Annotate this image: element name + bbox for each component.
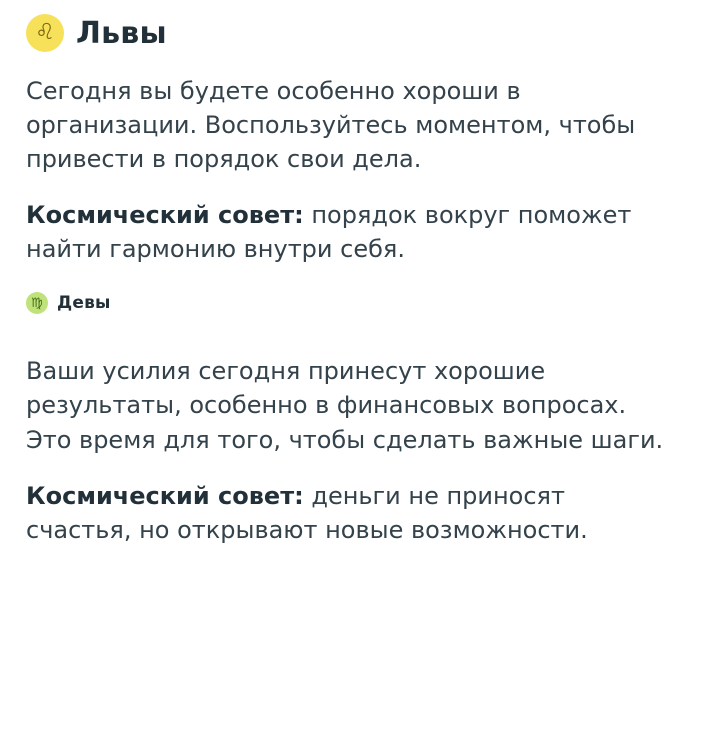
zodiac-leo-icon: ♌ <box>26 14 64 52</box>
sign-heading-virgo <box>26 292 694 314</box>
cosmic-tip-text-leo: порядок вокруг поможет найти гармонию внутри себя. <box>26 201 632 264</box>
cosmic-tip-label-leo: Космический совет: <box>26 201 304 230</box>
sign-heading-leo <box>26 14 694 52</box>
zodiac-virgo-icon: ♍ <box>26 292 48 314</box>
cosmic-tip-leo <box>26 198 666 266</box>
cosmic-tip-label-virgo: Космический совет: <box>26 481 304 510</box>
section-divider-space <box>26 266 694 292</box>
sign-title-virgo: Девы <box>57 293 111 314</box>
cosmic-tip-text-virgo: деньги не приносят счастья, но открывают новые возможности. <box>26 481 588 544</box>
cosmic-tip-virgo <box>26 479 666 547</box>
horoscope-paragraph-virgo: Ваши усилия сегодня принесут хорошие результаты, особенно в финансовых вопросах. Это время для того, чтобы сделать важные шаги. <box>26 357 664 454</box>
sign-title-leo: Львы <box>76 15 167 51</box>
horoscope-section-virgo <box>26 292 694 546</box>
horoscope-section-leo <box>26 14 694 266</box>
horoscope-paragraph-leo: Сегодня вы будете особенно хороши в организации. Воспользуйтесь моментом, чтобы привести в порядок свои дела. <box>26 77 636 174</box>
